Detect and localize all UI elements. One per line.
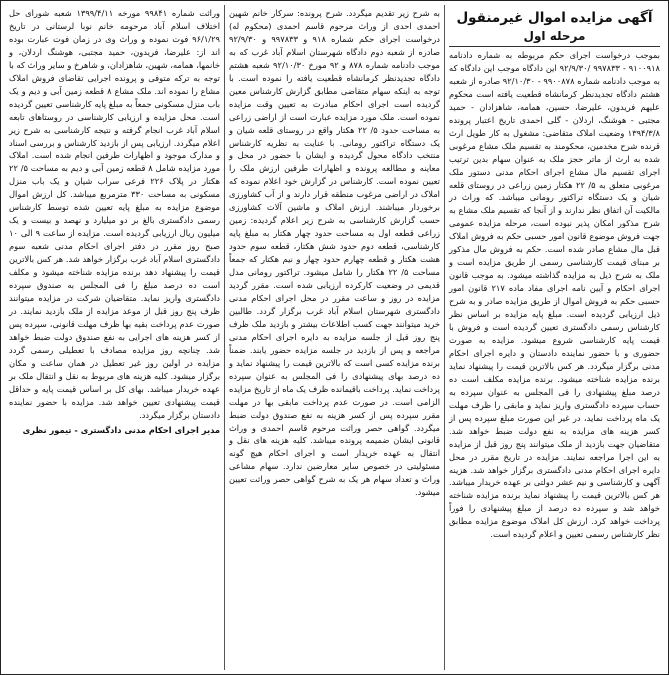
notice-subtitle: مرحله اول [449,28,660,47]
notice-columns [5,5,664,670]
notice-column-middle [224,5,444,670]
notice-signature: مدیر اجرای احکام مدنی دادگستری - تیمور نظری [22,424,220,435]
notice-body-column-2: به شرح زیر تقدیم میگردد. شرح پرونده: سرکار خانم شهین احمدی احدی از وراث مرحوم قاسم احمدی (محکوم له) درخواست اجرای حکم شماره ۹۱۸ و ۹۹۷۸۳۳ و ۹۲/۹/۳۰ صادره از شعبه دوم دادگاه شهرستان اسلام آباد غرب که به موجب دادنامه شماره ۸۷۸ و ۹۲ مورخ ۹۲/۱۰/۳۰ شعبه هشتم دادگاه تجدیدنظر کرمانشاه قطعیت یافته را نموده است. با توجه به اینکه سهام متقاضی مطابق گزارش کارشناس معین گردیده است اجرای احکام مبادرت به تعیین وقت مزایده نموده است. ملک مورد مزایده عبارت است از اراضی زراعی به مساحت حدود ۵/ ۲۲ هکتار واقع در روستای قلعه شیان و یک دستگاه تراکتور رومانی. با عنایت به نظریه کارشناس منتخب دادگاه محول گردیده و ایشان با حضور در محل و معاینه و مطالعه پرونده و اظهارات طرفین ارزش ملک را تعیین نموده است. کارشناس در گزارش خود اعلام نموده که املاک در اراضی مرغوب منطقه قرار دارند و از آب کشاورزی برخوردار میباشند. ارزش املاک و ماشین آلات کشاورزی حسب گزارش کارشناسی به شرح زیر اعلام گردیده: زمین زراعی قطعه اول به مساحت حدود چهار هکتار به مبلغ پایه کارشناسی، قطعه دوم حدود شش هکتار، قطعه سوم حدود هشت هکتار و قطعه چهارم حدود چهار و نیم هکتار که جمعاً مساحت ۵/ ۲۲ هکتار را شامل میشود. تراکتور رومانی مدل قدیمی در وضعیت کارکرده ارزیابی شده است. مقرر گردید مزایده در روز و ساعت مقرر در محل اجرای احکام مدنی دادگستری شهرستان اسلام آباد غرب برگزار گردد. طالبین خرید میتوانند جهت کسب اطلاعات بیشتر و بازدید ملک ظرف پنج روز قبل از جلسه مزایده به دایره اجرای احکام مدنی مراجعه و پس از بازدید در جلسه مزایده حضور یابند. ضمناً برنده مزایده کسی است که بالاترین قیمت را پیشنهاد نماید و ده درصد بهای پیشنهادی را فی المجلس به عنوان سپرده پرداخت نماید. پرداخت باقیمانده ظرف یک ماه از تاریخ مزایده الزامی است. در صورت عدم پرداخت مابقی بها در مهلت مقرر سپرده پس از کسر هزینه به نفع صندوق دولت ضبط میگردد. گواهی حصر وراثت مرحوم قاسم احمدی و وراث قانونی ایشان ضمیمه پرونده میباشد. کلیه هزینه های نقل و انتقال به عهده خریدار است و اجرای احکام هیچ گونه مسئولیتی در خصوص سایر معارضین ندارد. سهام مشاعی وراث و تعداد سهام هر یک به شرح گواهی حصر وراثت تعیین میشود. [229,8,441,498]
notice-column-right [444,5,664,670]
notice-body-column-3: وراثت شماره ۹۹۸۴۱ مورخه ۱۳۹۹/۴/۱۱ شعبه شورای حل اختلاف اسلام آباد مرحومه خانم نوبا لرستانی در تاریخ ۹۶/۱/۲۹ فوت نموده و وراث وی در زمان فوت عبارت بوده اند از: علیرضا، فریدون، حمید مجتبی، هوشنگ اردلان، و خانمها، همامه، شهین، شاهزادان، و شاهرخ و سایر وراث که با توجه به ترکه متوفی و پرونده اجرایی تقاضای فروش املاک مشاع را نموده اند. ملک مشاع ۸ قطعه زمین آبی و دیم و یک باب منزل مسکونی جمعاً به مبلغ پایه کارشناسی تعیین گردیده است. محل مزایده و ارزیابی کارشناسی در روستاهای تابعه اسلام آباد غرب انجام گرفته و نتیجه کارشناسی به شرح زیر اعلام میگردد. ارزیابی پس از بازدید کارشناس و بررسی اسناد و مدارک موجود و اظهارات طرفین انجام شده است. املاک مورد مزایده شامل ۸ قطعه زمین آبی و دیم به مساحت ۵/ ۲۲ هکتار در پلاک ۲۲۶ فرعی سراب شیان و یک باب منزل مسکونی به مساحت ۳۳۰ مترمربع میباشد. کل ارزش اموال موضوع مزایده به مبلغ پایه تعیین شده توسط کارشناس رسمی دادگستری بالغ بر دو میلیارد و نهصد و بیست و یک میلیون ریال ارزیابی گردیده است. مزایده از ساعت ۹ الی ۱۰ صبح روز مقرر در دفتر اجرای احکام مدنی شعبه سوم دادگستری اسلام آباد غرب برگزار خواهد شد. هر کس بالاترین قیمت را پیشنهاد دهد برنده مزایده شناخته میشود و مکلف است ده درصد مبلغ را فی المجلس به صندوق سپرده دادگستری واریز نماید. متقاضیان شرکت در مزایده میتوانند ظرف پنج روز قبل از موعد مزایده از ملک بازدید نمایند. در صورت عدم پرداخت بقیه بها ظرف مهلت قانونی، سپرده پس از کسر هزینه های اجرایی به نفع صندوق دولت ضبط خواهد شد. چنانچه روز مزایده مصادف با تعطیلی رسمی گردد مزایده در اولین روز غیر تعطیل در همان ساعت و مکان برگزار میشود. کلیه هزینه های مربوط به نقل و انتقال ملک بر عهده خریدار میباشد. بهای کل بر اساس قیمت پایه و حداقل قیمت پیشنهادی تعیین خواهد شد. مزایده با حضور نماینده دادستان برگزار میگردد. [9,8,221,420]
notice-title: آگهی مزایده اموال غیرمنقول [456,10,653,26]
notice-column-left [5,5,224,670]
notice-body-column-1: بموجب درخواست اجرای حکم مربوطه به شماره دادنامه ۹۱۰۰۹۱۸ - ۹۹۷۸۳۳ /۹۲/۹/۳۰ این دادگاه موجب این دادگاه که به موجب دادنامه شماره ۹۹۰۰۸۷۸ - ۹۲/۱۰/۳۰ صادره از شعبه هشتم دادگاه تجدیدنظر کرمانشاه قطعیت یافته است محکوم علیهم فریدون، علیرضا، حسین، همامه، شاهزادان - حمید مجتبی - هوشنگ، اردلان - گلی احمدی تاریخ اعتبار پرونده ۱۳۹۴/۳/۸ وضعیت املاک متقاضی: مشغول به کار طویل ارث قرنده شرح مخدمین، محکومند به تقسیم ملک مشاع مرغوبی شده به ارث از ماتر حجز ملک به عنوان سهام بدین ترتیب اجرای تقسیم مال مشاع اجرای احکام مدنی دستور ملک مرغوبی متعلق به ۵/ ۲۲ هکتار زمین زراعی در روستای قلعه شیان و یک دستگاه تراکتور رومانی میباشد. که وراث در مالکیت آن اتفاق نظر ندارند و از آنجا که تقسیم ملک مشاع به شرح مذکور امکان پذیر نبوده است، مرحله مزایده عمومی جهت فروش موضوع قانون امور حسبی حکم به فروش املاک قبل مال مشاع صادر شده است. حکم به فروش مال مذکور بر مبنای قیمت کارشناسی رسمی از طریق مزایده است و ملک به شرح ذیل به مزایده گذاشته میشود. به موجب قانون اجرای احکام و آیین نامه اجرای مفاد ماده ۲۱۷ قانون امور حسبی حکم به فروش اموال از طریق مزایده صادر و به شرح ذیل ارزیابی گردیده است. مبلغ پایه مزایده بر اساس نظر کارشناس رسمی دادگستری تعیین گردیده است و فروش با قیمت پایه کارشناسی شروع میشود. مزایده به صورت حضوری و با حضور نماینده دادستان و دایره اجرای احکام مدنی برگزار میگردد. هر کس بالاترین قیمت را پیشنهاد نماید برنده مزایده شناخته میشود. برنده مزایده مکلف است ده درصد مبلغ پیشنهادی را فی المجلس به عنوان سپرده به حساب سپرده دادگستری واریز نماید و مابقی را ظرف مهلت یک ماه پرداخت نماید، در غیر این صورت مبلغ سپرده پس از کسر هزینه های مزایده به نفع دولت ضبط خواهد شد. متقاضیان جهت بازدید از ملک میتوانند پنج روز قبل از مزایده به این اجرا مراجعه نمایند. مزایده در تاریخ مقرر در محل دایره اجرای احکام مدنی دادگستری برگزار خواهد شد. هزینه آگهی و کارشناسی و نیم عشر دولتی بر عهده خریدار میباشد. هر کس بالاترین قیمت را پیشنهاد نماید برنده مزایده شناخته خواهد شد و سپرده ده درصد از مبلغ پیشنهادی را فوراً پرداخت خواهد کرد. ارزش کل املاک موضوع مزایده مطابق نظر کارشناس رسمی تعیین و اعلام گردیده است. [449,50,660,540]
